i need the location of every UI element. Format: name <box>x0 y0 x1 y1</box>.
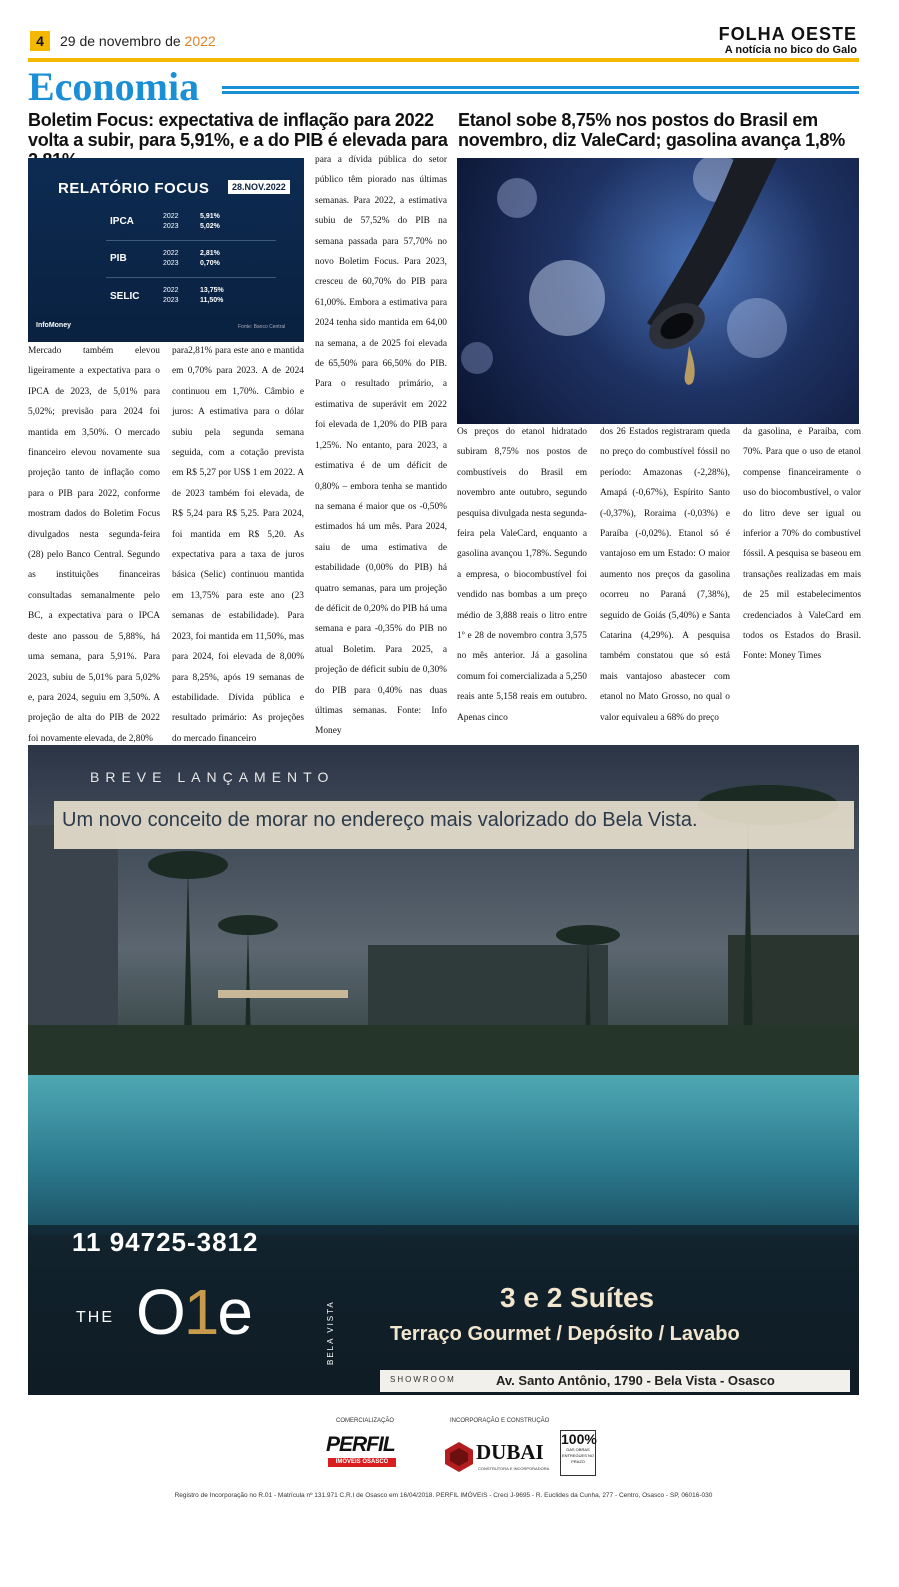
focus-year: 2022 <box>163 250 179 257</box>
infomoney-logo: InfoMoney <box>36 322 71 329</box>
date-year: 2022 <box>184 33 216 49</box>
logo-the: THE <box>76 1309 114 1326</box>
logo-letter-e: e <box>217 1276 251 1348</box>
the-one-logo <box>136 1277 251 1347</box>
section-rule <box>222 86 859 96</box>
article-etanol-column-1 <box>457 422 587 728</box>
focus-year: 2023 <box>163 223 179 230</box>
focus-year: 2023 <box>163 260 179 267</box>
article-etanol-column-2 <box>600 422 730 728</box>
article-text: da gasolina, e Paraíba, com 70%. Para que o uso de etanol compense financeiramente o uso do biocombustível, o valor do litro deve ser igual ou inferior a 70% do combustível fóssil. A pesquisa se baseou em transações realizadas em mais de 25 mil estabelecimentos credenciados à ValeCard em todos os Estados do Brasil. Fonte: Money Times <box>743 427 861 662</box>
article-focus-column-2 <box>172 341 304 749</box>
focus-row-years <box>163 212 179 232</box>
seal-number: 100% <box>561 1431 597 1447</box>
focus-image-source: Fonte: Banco Central <box>238 324 286 330</box>
ad-phone: 11 94725-3812 <box>72 1227 259 1257</box>
focus-row-values <box>200 212 220 232</box>
logo-letter-o: O <box>136 1276 184 1348</box>
header-rule <box>28 58 859 62</box>
ad-features: Terraço Gourmet / Depósito / Lavabo <box>390 1323 740 1345</box>
seal-text: DAS OBRAS ENTREGUES NO PRAZO <box>561 1447 594 1464</box>
pool-illustration <box>28 1075 859 1235</box>
article-etanol-column-3 <box>743 422 861 667</box>
article-text: Mercado também elevou ligeiramente a expectativa para o IPCA de 2023, de 5,01% para 5,02%; previsão para 2024 foi mantida em 3,50%. O mercado financeiro elevou novamente sua projeção tanto de inflação como para o PIB para 2022, conforme mostram dados do Boletim Focus divulgados nesta segunda-feira (28) pelo Banco Central. Segundo as instituições financeiras consultadas semanalmente pelo BC, a expectativa para o IPCA deste ano passou de 5,88%, há uma semana, para 5,91%. Para 2023, subiu de 5,01% para 5,02% e, para 2024, seguiu em 3,50%. A projeção de alta do PIB de 2022 foi novamente elevada, de 2,80% <box>28 346 160 744</box>
dubai-logo-subtitle: CONSTRUTORA E INCORPORADORA <box>478 1466 550 1471</box>
ad-kicker: BREVE LANÇAMENTO <box>90 769 335 785</box>
perfil-logo-subtitle: IMÓVEIS OSASCO <box>328 1458 396 1467</box>
article-headline-etanol: Etanol sobe 8,75% nos postos do Brasil em novembro, diz ValeCard; gasolina avança 1,8% <box>458 110 845 150</box>
legal-notice: Registro de Incorporação no R.01 - Matrícula nº 131.971 C.R.I de Osasco em 16/04/2018. PERFIL IMÓVEIS - Creci J-9695 - R. Euclides da Cunha, 277 - Centro, Osasco - SP, 06016-030 <box>174 1492 713 1499</box>
incorporation-label: INCORPORAÇÃO E CONSTRUÇÃO <box>450 1418 550 1424</box>
article-focus-column-1 <box>28 341 160 749</box>
focus-row-label: IPCA <box>110 216 134 227</box>
focus-row-label: PIB <box>110 253 127 264</box>
issue-date <box>60 33 216 49</box>
article-headline-focus: Boletim Focus: expectativa de inflação para 2022 volta a subir, para 5,91%, e a do PIB é elevada para <box>28 110 448 150</box>
focus-row-divider <box>106 277 276 278</box>
focus-value: 5,02% <box>200 223 220 230</box>
focus-year: 2023 <box>163 297 179 304</box>
focus-image-date: 28.NOV.2022 <box>228 180 290 194</box>
fuel-nozzle-photo <box>457 158 859 424</box>
delivery-seal <box>560 1430 596 1476</box>
ad-suites: 3 e 2 Suítes <box>500 1282 655 1313</box>
focus-row-label: SELIC <box>110 291 140 302</box>
focus-value: 0,70% <box>200 260 220 267</box>
article-text: para a dívida pública do setor público têm piorado nas últimas semanas. Para 2022, a estimativa subiu de 57,52% do PIB na semana passada para 57,70% no novo Boletim Focus. Para 2023, cresceu de 60,70% do PIB para 61,00%. Embora a estimativa para 2024 tenha sido mantida em 64,00 na semana, a de 2025 foi elevada de 65,50% para 66,50% do PIB. Para o resultado primário, a estimativa de superávit em 2022 foi elevada de 1,20% do PIB para 1,25%. No entanto, para 2023, a estimativa é de um déficit de 0,80% – embora tenha se mantido na semana é maior que os -0,50% estimados há um mês. Para 2024, saiu de uma estimativa de estabilidade (0,00% do PIB) há quatro semanas, para um projeção de déficit de 0,20% do PIB há uma semana e para -0,35% do PIB no atual Boletim. Para 2025, a projeção de déficit subiu de 0,30% do PIB para 0,40% nas duas últimas semanas. Fonte: Info Money <box>315 155 447 737</box>
showroom-label: SHOWROOM <box>390 1375 456 1384</box>
article-text: dos 26 Estados registraram queda no preço do combustível fóssil no período: Amazonas (-2,28%), Amapá (-0,67%), Espírito Santo (-0,37%), Roraima (-0,03%) e Paraíba (-0,02%). Etanol só é vantajoso em um Estado: O maior aumento nos preços da gasolina ocorreu no Paraná (7,38%), seguido de Goiás (5,40%) e Santa Catarina (4,29%). A pesquisa também constatou que só está mais vantajoso abastecer com etanol no Mato Grosso, no qual o valor equivaleu a 68% do preço <box>600 427 730 723</box>
focus-year: 2022 <box>163 287 179 294</box>
focus-report-image <box>28 158 304 342</box>
real-estate-advertisement <box>28 745 859 1395</box>
logo-subtitle: BELA VISTA <box>326 1300 335 1365</box>
focus-value: 11,50% <box>200 297 224 304</box>
resort-scene-illustration <box>28 745 859 1085</box>
logo-letter-one: 1 <box>183 1276 218 1348</box>
page-number: 4 <box>30 31 50 51</box>
focus-row-values <box>200 249 220 269</box>
ad-slogan: Um novo conceito de morar no endereço mais valorizado do Bela Vista. <box>62 809 698 831</box>
focus-year: 2022 <box>163 213 179 220</box>
article-text: Os preços do etanol hidratado subiram 8,75% nos postos de combustíveis do Brasil em novembro ante outubro, segundo pesquisa divulgada nesta segunda-feira pela ValeCard, enquanto a gasolina avançou 1,78%. Segundo a empresa, o biocombustível foi vendido nas bombas a um preço médio de 3,888 reais o litro entre 1º e 28 de novembro contra 3,575 no mês anterior. Já a gasolina comum foi comercializada a 5,250 reais ante 5,158 reais em outubro. Apenas cinco <box>457 427 587 723</box>
masthead <box>719 24 857 56</box>
focus-row-values <box>200 286 224 306</box>
article-focus-column-3 <box>315 150 447 742</box>
dubai-logo: DUBAI <box>476 1440 544 1464</box>
focus-value: 2,81% <box>200 250 220 257</box>
focus-value: 13,75% <box>200 287 224 294</box>
dubai-logo-icon <box>444 1441 474 1473</box>
showroom-address: Av. Santo Antônio, 1790 - Bela Vista - Osasco <box>496 1373 775 1388</box>
focus-row-years <box>163 249 179 269</box>
brand-slogan: A notícia no bico do Galo <box>724 44 857 56</box>
fuel-nozzle-illustration <box>457 158 859 424</box>
focus-row-divider <box>106 240 276 241</box>
brand-name: FOLHA OESTE <box>718 24 857 44</box>
article-text: para2,81% para este ano e mantida em 0,70% para 2023. A de 2024 continuou em 1,70%. Câmbio e juros: A estimativa para o dólar subiu pela segunda semana seguida, com a cotação prevista em R$ 5,27 por US$ 1 em 2022. A de 2023 também foi elevada, de R$ 5,24 para R$ 5,25. Para 2024, foi mantida em R$ 5,20. As expectativa para a taxa de juros básica (Selic) continuou mantida em 13,75% para este ano (23 semanas de estabilidade). Para 2023, foi mantida em 11,50%, mas para 2024, foi elevada de 8,00% para 8,25%, após 19 semanas de estabilidade. Dívida pública e resultado primário: As projeções do mercado financeiro <box>172 346 304 744</box>
section-title: Economia <box>28 64 200 109</box>
focus-value: 5,91% <box>200 213 220 220</box>
commercialization-label: COMERCIALIZAÇÃO <box>336 1418 395 1424</box>
focus-image-title: RELATÓRIO FOCUS <box>58 180 210 197</box>
date-text: 29 de novembro de <box>60 33 185 49</box>
perfil-logo: PERFIL <box>326 1433 395 1456</box>
focus-row-years <box>163 286 179 306</box>
